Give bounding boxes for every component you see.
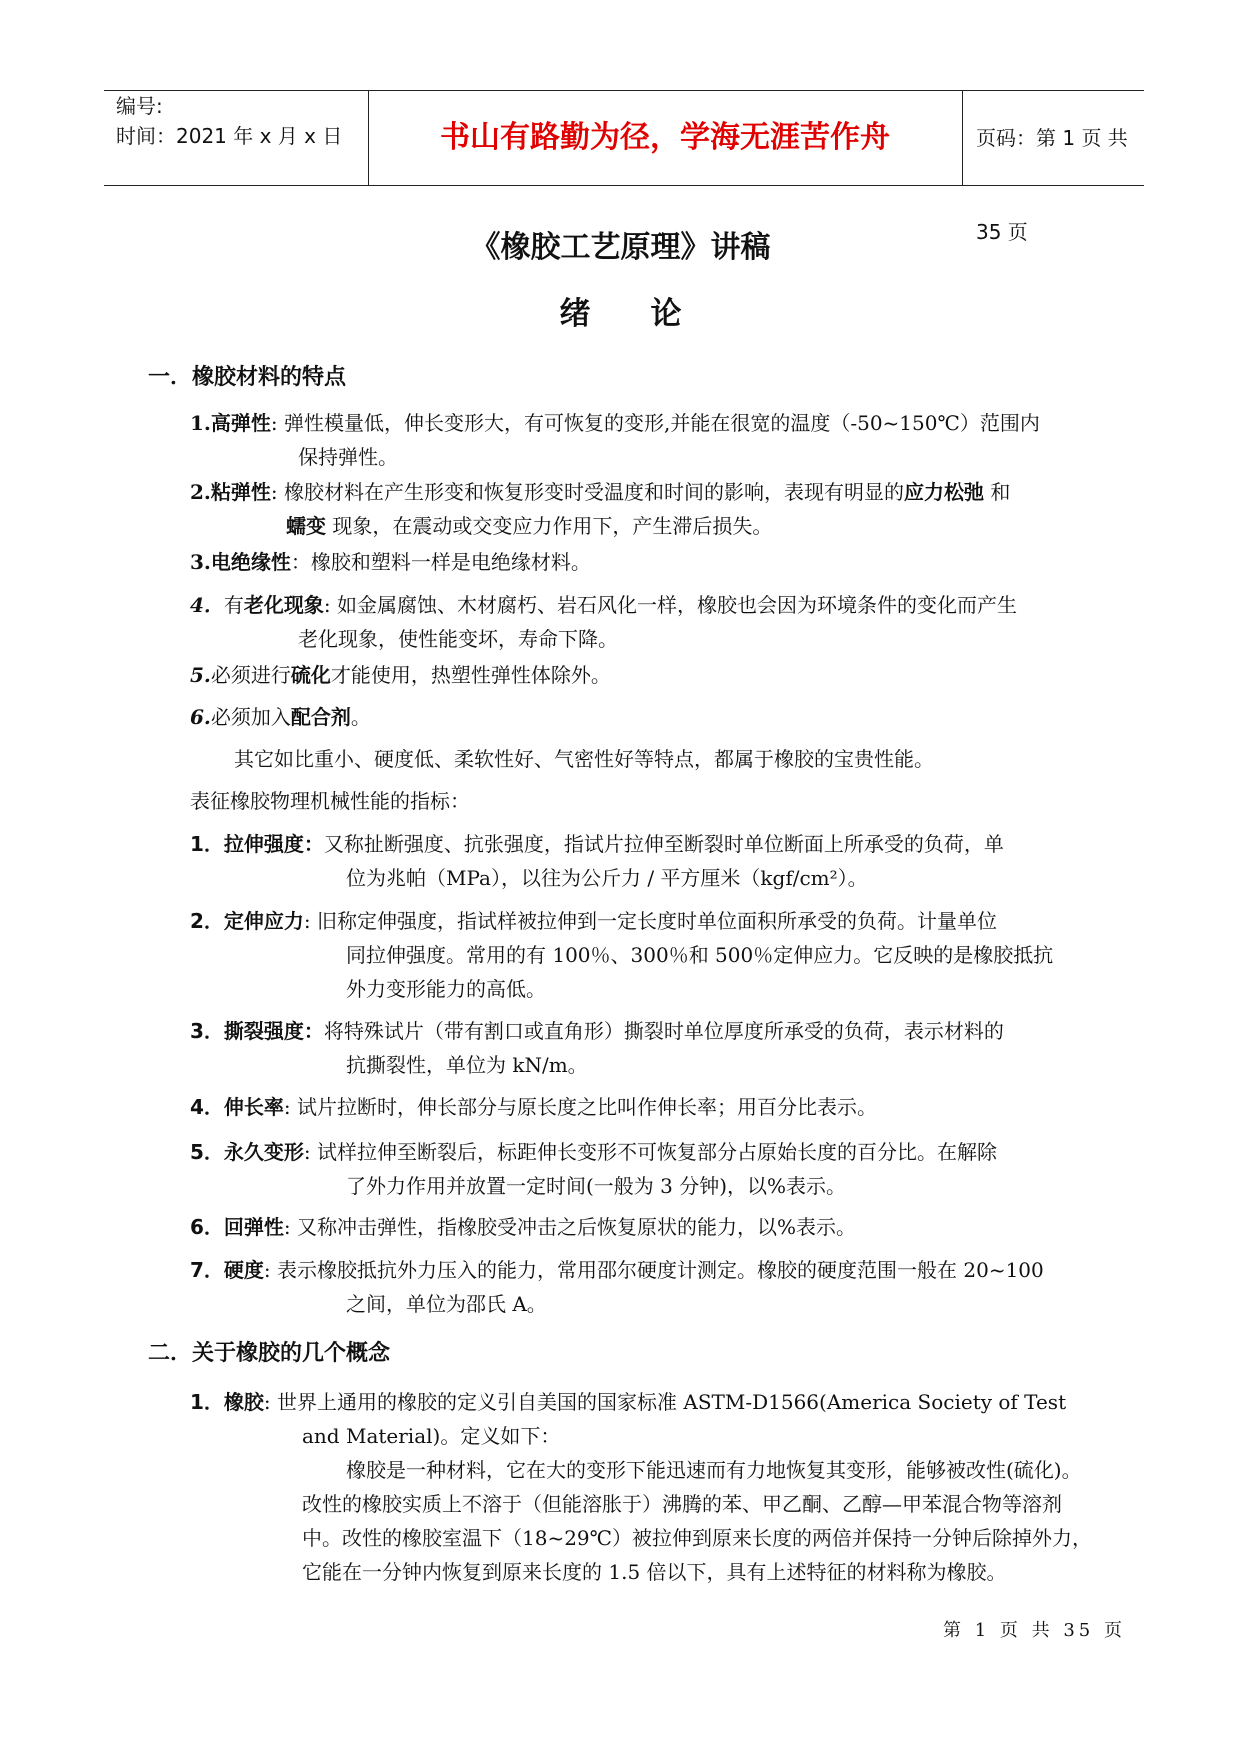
indicator-number: 7． xyxy=(190,1258,224,1282)
item-term: 应力松弛 xyxy=(904,480,984,504)
indicator-text-cont: 同拉伸强度。常用的有 100％、300％和 500％定伸应力。它反映的是橡胶抵抗 xyxy=(346,943,1054,967)
indicator-text: : 表示橡胶抵抗外力压入的能力，常用邵尔硬度计测定。橡胶的硬度范围一般在 20~100 xyxy=(263,1258,1044,1282)
indicator-text: : 又称冲击弹性，指橡胶受冲击之后恢复原状的能力，以%表示。 xyxy=(283,1215,857,1239)
indicator-item xyxy=(190,1135,1090,1203)
indicator-label: 永久变形 xyxy=(223,1140,304,1164)
document-title: 《橡胶工艺原理》讲稿 xyxy=(470,230,771,265)
feature-item xyxy=(190,700,1090,734)
item-text: : 橡胶材料在产生形变和恢复形变时受温度和时间的影响，表现有明显的 xyxy=(270,480,904,504)
concept-number: 1． xyxy=(190,1390,224,1414)
concept-item xyxy=(190,1385,1090,1453)
concept-text: : 世界上通用的橡胶的定义引自美国的国家标准 ASTM-D1566(America Society of Test xyxy=(263,1390,1067,1414)
concept-label: 橡胶 xyxy=(223,1390,264,1414)
item-text: ：橡胶和塑料一样是电绝缘材料。 xyxy=(290,550,591,574)
item-text: 和 xyxy=(984,480,1011,504)
item-number: 1. xyxy=(190,411,211,435)
indicator-label: 拉伸强度： xyxy=(223,832,324,856)
item-text-cont: 保持弹性。 xyxy=(298,445,398,469)
section-heading: 一．橡胶材料的特点 xyxy=(148,365,347,390)
feature-item xyxy=(190,406,1090,474)
item-text: 。 xyxy=(350,705,371,729)
indicator-item xyxy=(190,1253,1090,1321)
indicator-label: 撕裂强度： xyxy=(223,1019,324,1043)
indicator-text: 将特殊试片（带有割口或直角形）撕裂时单位厚度所承受的负荷，表示材料的 xyxy=(323,1019,1004,1043)
indicators-intro: 表征橡胶物理机械性能的指标： xyxy=(190,789,470,813)
indicator-number: 5． xyxy=(190,1140,224,1164)
item-text: 才能使用，热塑性弹性体除外。 xyxy=(330,663,611,687)
number-label: 编号: xyxy=(116,94,163,118)
header-meta xyxy=(116,91,342,151)
indicator-number: 4． xyxy=(190,1095,224,1119)
header-page-info: 页码：第 1 页 共 35 页 xyxy=(976,126,1128,244)
chapter-title: 绪论 xyxy=(559,296,742,332)
page-footer: 第 1 页 共 35 页 xyxy=(943,1620,1126,1641)
indicator-text: : 旧称定伸强度，指试样被拉伸到一定长度时单位面积所承受的负荷。计量单位 xyxy=(303,909,998,933)
item-label: 粘弹性 xyxy=(210,480,271,504)
section-heading: 二．关于橡胶的几个概念 xyxy=(148,1341,391,1366)
item-number: 5. xyxy=(190,663,211,687)
item-prefix: 必须进行 xyxy=(210,663,291,687)
definition-line: 化)。改性的橡胶实质上不溶于（但能溶胀于）沸腾的苯、甲乙酮、乙醇—甲苯混合 xyxy=(302,1458,1082,1516)
item-text-cont: 现象，在震动或交变应力作用下，产生滞后损失。 xyxy=(326,514,773,538)
item-number: 3. xyxy=(190,550,211,574)
indicator-text-cont: 抗撕裂性，单位为 kN/m。 xyxy=(346,1053,588,1077)
feature-item xyxy=(190,588,1090,656)
feature-item xyxy=(190,545,1090,579)
item-text-cont: 老化现象，使性能变坏，寿命下降。 xyxy=(298,627,618,651)
indicator-label: 硬度 xyxy=(223,1258,264,1282)
indicator-text: : 试样拉伸至断裂后，标距伸长变形不可恢复部分占原始长度的百分比。在解除 xyxy=(303,1140,998,1164)
item-label: 硫化 xyxy=(290,663,331,687)
indicator-item xyxy=(190,904,1090,1006)
indicator-item xyxy=(190,1210,1090,1244)
item-number: 6. xyxy=(190,705,211,729)
page-header xyxy=(104,90,1144,244)
item-text: : 弹性模量低，伸长变形大，有可恢复的变形,并能在很宽的温度（-50~150℃）范围内 xyxy=(270,411,1040,435)
concept-text-cont: and Material)。定义如下： xyxy=(302,1424,561,1448)
item-term: 蠕变 xyxy=(286,514,326,538)
indicator-label: 回弹性 xyxy=(223,1215,284,1239)
feature-item xyxy=(190,475,1090,543)
indicator-item xyxy=(190,1090,1090,1124)
item-number: 2. xyxy=(190,480,211,504)
motto: 书山有路勤为径，学海无涯苦作舟 xyxy=(440,120,890,155)
indicator-text-cont: 位为兆帕（MPa），以往为公斤力 / 平方厘米（kgf/cm²）。 xyxy=(346,866,868,890)
header-divider xyxy=(962,91,963,185)
indicator-label: 伸长率 xyxy=(223,1095,284,1119)
item-prefix: 有 xyxy=(223,593,244,617)
definition-line: 物等溶剂中。改性的橡胶室温下（18~29℃）被拉伸到原来长度的两倍并保持一分钟 xyxy=(302,1492,1062,1550)
item-number: 4． xyxy=(190,593,224,617)
indicator-text-cont: 之间，单位为邵氏 A。 xyxy=(346,1292,547,1316)
indicator-text-cont: 外力变形能力的高低。 xyxy=(346,977,546,1001)
definition-paragraph xyxy=(302,1453,1094,1589)
definition-line: 橡胶是一种材料，它在大的变形下能迅速而有力地恢复其变形，能够被改性(硫 xyxy=(346,1458,1034,1482)
indicator-item xyxy=(190,1014,1090,1082)
indicator-number: 3． xyxy=(190,1019,224,1043)
indicator-label: 定伸应力 xyxy=(223,909,304,933)
indicator-text: 又称扯断强度、抗张强度，指试片拉伸至断裂时单位断面上所承受的负荷，单 xyxy=(323,832,1004,856)
indicator-text-cont: 了外力作用并放置一定时间(一般为 3 分钟)，以%表示。 xyxy=(346,1174,847,1198)
feature-item xyxy=(190,658,1090,692)
indicator-number: 6． xyxy=(190,1215,224,1239)
indicator-number: 1． xyxy=(190,832,224,856)
item-label: 高弹性 xyxy=(210,411,271,435)
definition-line: 称为橡胶。 xyxy=(906,1560,1007,1584)
time-label: 时间：2021 年 x 月 x 日 xyxy=(116,124,343,148)
indicator-text: : 试片拉断时，伸长部分与原长度之比叫作伸长率；用百分比表示。 xyxy=(283,1095,878,1119)
item-label: 配合剂 xyxy=(290,705,351,729)
item-label: 电绝缘性 xyxy=(210,550,291,574)
item-prefix: 必须加入 xyxy=(210,705,291,729)
definition-line: 后除掉外力，它能在一分钟内恢复到原来长度的 1.5 倍以下，具有上述特征的材料 xyxy=(302,1526,1093,1584)
indicator-number: 2． xyxy=(190,909,224,933)
item-text: : 如金属腐蚀、木材腐朽、岩石风化一样，橡胶也会因为环境条件的变化而产生 xyxy=(323,593,1018,617)
indicator-item xyxy=(190,827,1090,895)
other-features: 其它如比重小、硬度低、柔软性好、气密性好等特点，都属于橡胶的宝贵性能。 xyxy=(234,747,934,771)
item-label: 老化现象 xyxy=(243,593,324,617)
